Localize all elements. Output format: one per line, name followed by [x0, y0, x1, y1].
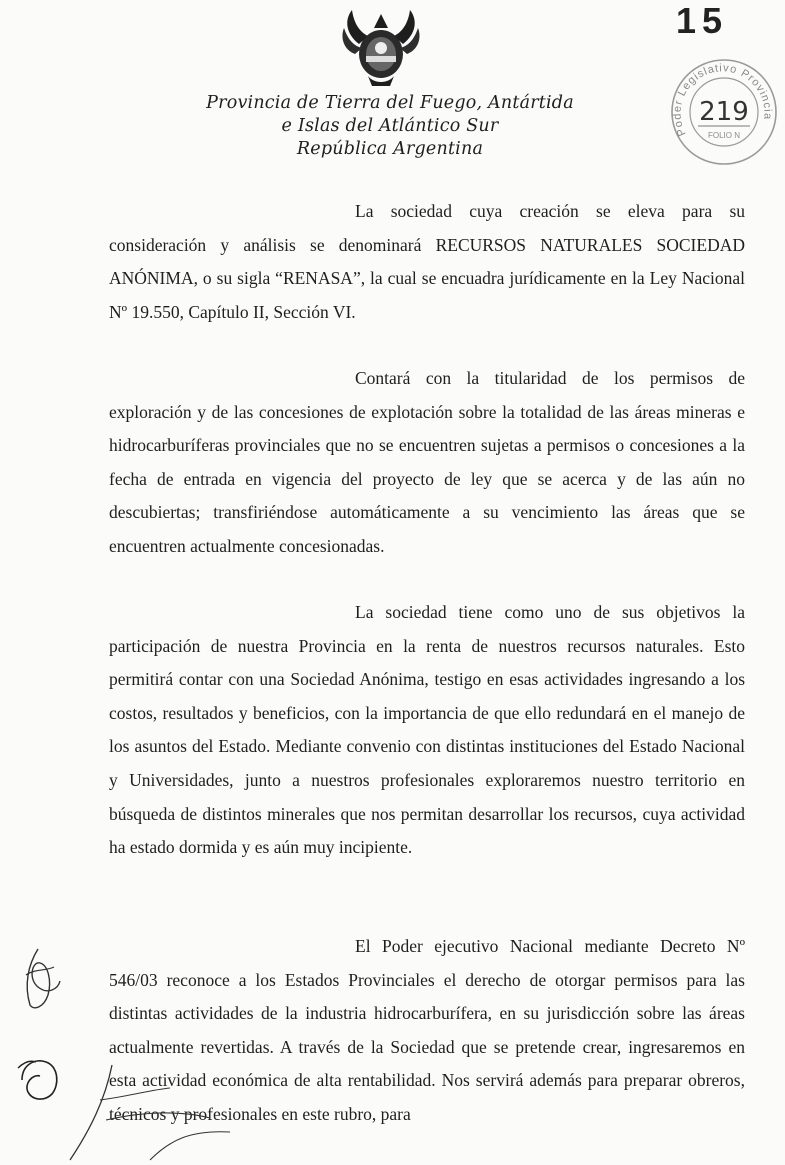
paragraph-4-text: El Poder ejecutivo Nacional mediante Decreto Nº 546/03 reconoce a los Estados Provinciales el derecho de otorgar permisos para las distintas actividades de la industria hidrocarburífera, en su jurisdicción sobre las áreas actualmente revertidas. A través de la Sociedad que se pretende crear, ingresaremos en esta actividad económica de alta rentabilidad. Nos servirá además para preparar obreros, técnicos y profesionales en este rubro, para — [109, 936, 745, 1124]
handwritten-initial-mark — [18, 945, 66, 1015]
folio-stamp — [664, 50, 784, 170]
letterhead-line-3: República Argentina — [296, 139, 484, 159]
page-number: 15 — [676, 0, 729, 41]
paragraph-2-text: Contará con la titularidad de los permisos de exploración y de las concesiones de explotación sobre la totalidad de las áreas mineras e hidrocarburíferas provinciales que no se encuentren sujetas a permisos o concesiones a la fecha de entrada en vigencia del proyecto de ley que se acerca y de las aún no descubiertas; transfiriéndose automáticamente a su vencimiento las áreas que se encuentren actualmente concesionadas. — [109, 368, 745, 556]
letterhead — [150, 92, 630, 161]
paragraph-1-text: La sociedad cuya creación se eleva para su consideración y análisis se denominará RECURSOS NATURALES SOCIEDAD ANÓNIMA, o su sigla “RENASA”, la cual se encuadra jurídicamente en la Ley Nacional Nº 19.550, Capítulo II, Sección VI. — [109, 201, 745, 322]
letterhead-line-2: e Islas del Atlántico Sur — [281, 116, 499, 136]
folio-number: 219 — [699, 97, 749, 127]
provincial-emblem-icon — [338, 4, 424, 90]
handwritten-signature-strokes — [60, 1060, 260, 1165]
folio-label: FOLIO N — [707, 131, 741, 140]
paragraph-1 — [109, 195, 745, 329]
stamp-ring-text: Poder Legislativo Provincia — [671, 62, 774, 138]
paragraph-3 — [109, 596, 745, 865]
paragraph-2 — [109, 362, 745, 564]
paragraph-3-text: La sociedad tiene como uno de sus objetivos la participación de nuestra Provincia en la renta de nuestros recursos naturales. Esto permitirá contar con una Sociedad Anónima, testigo en esas actividades ingresando a los costos, resultados y beneficios, con la importancia de que ello redundará en el manejo de los asuntos del Estado. Mediante convenio con distintas instituciones del Estado Nacional y Universidades, junto a nuestros profesionales exploraremos nuestro territorio en búsqueda de distintos minerales que nos permitan desarrollar los recursos, cuya actividad ha estado dormida y es aún muy incipiente. — [109, 602, 745, 858]
letterhead-line-1: Provincia de Tierra del Fuego, Antártida — [206, 93, 574, 113]
